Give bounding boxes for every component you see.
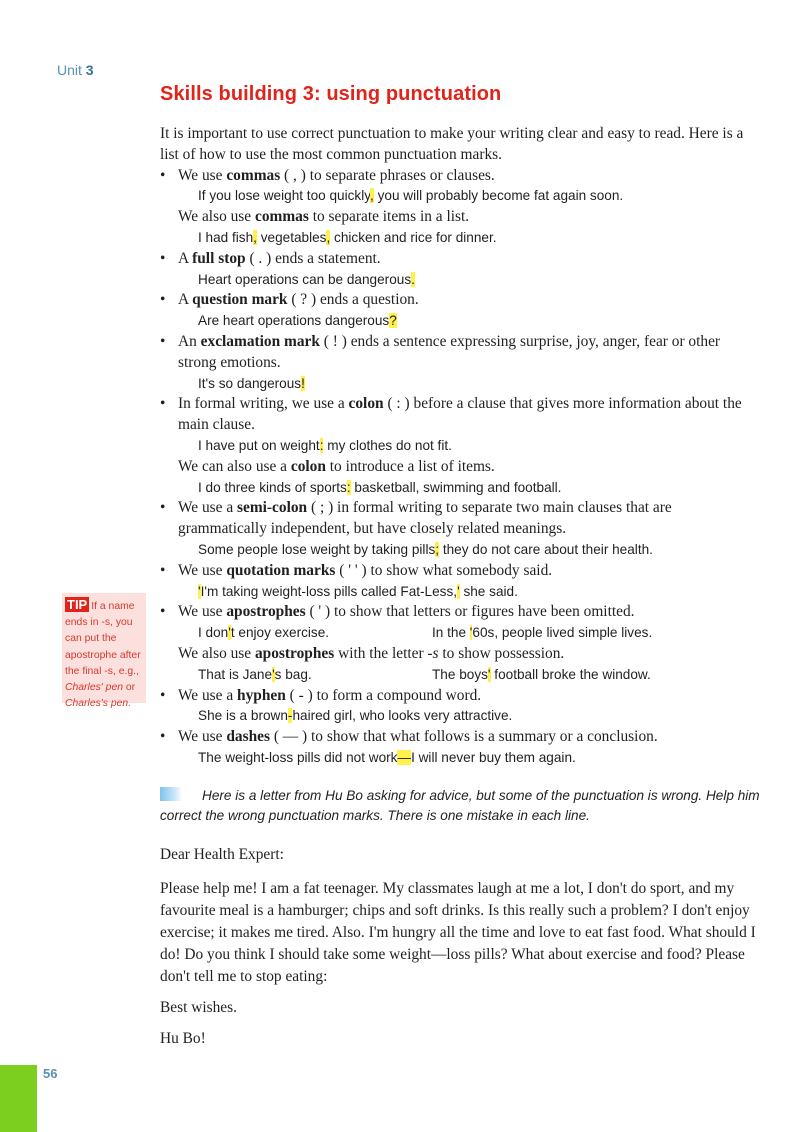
bullet-hyphen: • We use a hyphen ( - ) to form a compound word. bbox=[160, 686, 760, 707]
task-instruction: Here is a letter from Hu Bo asking for advice, but some of the punctuation is wrong. Help him correct the wrong punctuation marks. There is one mistake in each line. bbox=[160, 788, 760, 823]
sub-apostrophes: We also use apostrophes with the letter -s to show possession. bbox=[178, 644, 565, 662]
bullet-exclamation-mark: • An exclamation mark ( ! ) ends a sentence expressing surprise, joy, anger, fear or other strong emotions. bbox=[160, 332, 760, 374]
example-colon-1: I have put on weight: my clothes do not fit. bbox=[198, 437, 452, 453]
bullet-semicolon: • We use a semi-colon ( ; ) in formal writing to separate two main clauses that are grammatically independent, but have closely related meanings. bbox=[160, 498, 760, 540]
bullet-dot: • bbox=[160, 249, 166, 267]
letter-signature: Hu Bo! bbox=[160, 1030, 206, 1047]
example-commas-2: I had fish, vegetables, chicken and rice for dinner. bbox=[198, 229, 497, 245]
bullet-apostrophes: • We use apostrophes ( ' ) to show that letters or figures have been omitted. bbox=[160, 602, 760, 623]
highlight-mark: ! bbox=[301, 375, 305, 391]
tip-box: TIP If a name ends in -s, you can put the apostrophe after the final -s, e.g., Charles' pen or Charles's pen. bbox=[62, 593, 146, 703]
highlight-mark: ' bbox=[487, 666, 491, 682]
highlight-mark: : bbox=[319, 437, 324, 453]
tip-text: If a name ends in -s, you can put the apostrophe after the final -s, e.g., bbox=[65, 601, 141, 677]
page-title: Skills building 3: using punctuation bbox=[160, 83, 502, 105]
example-quotation-marks: 'I'm taking weight-loss pills called Fat-Less,' she said. bbox=[198, 583, 518, 599]
example-hyphen: She is a brown-haired girl, who looks very attractive. bbox=[198, 708, 513, 724]
unit-header bbox=[57, 62, 94, 78]
highlight-mark: ' bbox=[228, 625, 231, 641]
highlight-mark: ' bbox=[198, 583, 201, 599]
example-colon-2: I do three kinds of sports: basketball, swimming and football. bbox=[198, 479, 562, 495]
main-content bbox=[160, 124, 760, 769]
bullet-dot: • bbox=[160, 291, 166, 309]
example-exclamation-mark: It's so dangerous! bbox=[198, 375, 305, 391]
letter-closing: Best wishes. bbox=[160, 999, 237, 1016]
example-dashes: The weight-loss pills did not work—I will never buy them again. bbox=[198, 749, 576, 765]
highlight-mark: ; bbox=[435, 541, 440, 557]
bullet-dot: • bbox=[160, 395, 166, 413]
highlight-mark: ' bbox=[469, 625, 473, 641]
bullet-colon: • In formal writing, we use a colon ( : ) before a clause that gives more information about the main clause. bbox=[160, 394, 760, 436]
bullet-dot: • bbox=[160, 166, 166, 184]
highlight-mark: : bbox=[346, 479, 351, 495]
bullet-dot: • bbox=[160, 603, 166, 621]
bullet-quotation-marks: • We use quotation marks ( ' ' ) to show what somebody said. bbox=[160, 561, 760, 582]
example-commas-1: If you lose weight too quickly, you will probably become fat again soon. bbox=[198, 188, 624, 204]
bullet-dot: • bbox=[160, 332, 166, 350]
bullet-dot: • bbox=[160, 728, 166, 746]
highlight-mark: ' bbox=[272, 666, 275, 682]
bullet-full-stop: • A full stop ( . ) ends a statement. bbox=[160, 249, 760, 270]
tip-example-2: Charles's pen. bbox=[65, 698, 132, 710]
bullet-dot: • bbox=[160, 686, 166, 704]
highlight-mark: — bbox=[397, 749, 412, 765]
letter-greeting: Dear Health Expert: bbox=[160, 846, 284, 863]
sub-colon: We can also use a colon to introduce a list of items. bbox=[178, 457, 495, 475]
highlight-mark: ' bbox=[457, 583, 460, 599]
bullet-dot: • bbox=[160, 499, 166, 517]
highlight-mark: , bbox=[326, 229, 331, 245]
bullet-question-mark: • A question mark ( ? ) ends a question. bbox=[160, 290, 760, 311]
tip-label: TIP bbox=[67, 597, 88, 612]
highlight-mark: - bbox=[287, 708, 293, 724]
unit-number: 3 bbox=[85, 62, 94, 78]
example-apostrophes-2: That is Jane's bag. The boys' football broke the window. bbox=[198, 666, 651, 682]
example-question-mark: Are heart operations dangerous? bbox=[198, 313, 397, 329]
task-icon bbox=[160, 787, 182, 801]
example-apostrophes-1: I don't enjoy exercise. In the '60s, people lived simple lives. bbox=[198, 625, 653, 641]
unit-label: Unit bbox=[57, 62, 82, 78]
page-number: 56 bbox=[43, 1066, 58, 1081]
highlight-mark: . bbox=[411, 271, 415, 287]
highlight-mark: , bbox=[370, 188, 374, 204]
highlight-mark: , bbox=[253, 229, 257, 245]
bullet-commas: • We use commas ( , ) to separate phrases or clauses. bbox=[160, 166, 760, 187]
term-commas: commas bbox=[226, 166, 281, 184]
tip-example-1: Charles' pen bbox=[65, 682, 124, 694]
example-full-stop: Heart operations can be dangerous. bbox=[198, 271, 415, 287]
bullet-dot: • bbox=[160, 561, 166, 579]
letter-body: Please help me! I am a fat teenager. My classmates laugh at me a lot, I don't do sport, and my favourite meal is a hamburger; chips and soft drinks. Is this really such a problem? I don't enjoy exercise; it makes me tired. Also. I'm hungry all the time and love to eat fast food. What should I do! Do you think I should take some weight—loss pills? What about exercise and food? Please don't tell me to stop eating: bbox=[160, 880, 756, 985]
letter bbox=[160, 844, 760, 1050]
bullet-dashes: • We use dashes ( — ) to show that what follows is a summary or a conclusion. bbox=[160, 727, 760, 748]
highlight-mark: ? bbox=[389, 313, 397, 329]
example-semicolon: Some people lose weight by taking pills; they do not care about their health. bbox=[198, 541, 653, 557]
intro-paragraph: It is important to use correct punctuation to make your writing clear and easy to read. Here is a list of how to use the most common punctuation marks. bbox=[160, 125, 744, 163]
sub-commas: We also use commas to separate items in a list. bbox=[178, 208, 470, 226]
page-corner-bar bbox=[0, 1065, 37, 1132]
